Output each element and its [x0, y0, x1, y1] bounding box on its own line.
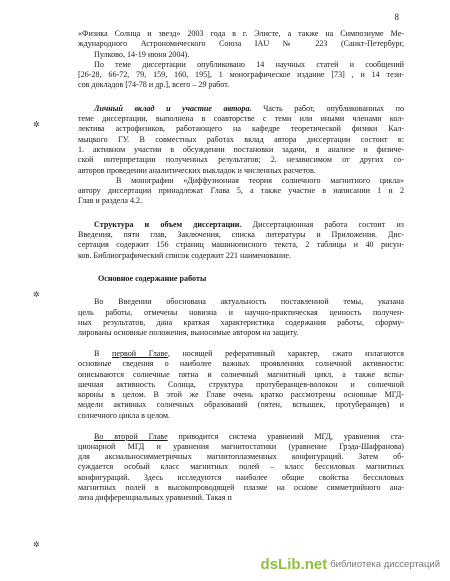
text-line: «Физика Солнца и звезд» 2003 года в г. Элисте, а также на Симпозиуме Ме-	[78, 29, 404, 38]
text-line: короны в целом. В этой же Главе очень кратко рассмотрены основные МГД-	[78, 390, 404, 400]
watermark	[261, 556, 440, 573]
chapter-one-link[interactable]: первой Главе	[112, 348, 168, 358]
text-line: ской интерпретации полученных результатов; 2. независимом от других со-	[78, 155, 404, 165]
text-line: Структура и объем диссертации. Диссертационная работа состоит из	[94, 219, 404, 229]
document-body	[78, 29, 404, 504]
text-line: шечная активность Солнца, структура протуберанцев-волокон и солнечной	[78, 379, 404, 389]
paragraph-structure	[78, 220, 404, 261]
text-line: мыцкого ГУ. В совместных работах вклад автора диссертации состоит в:	[78, 134, 404, 144]
text-line: Во второй Главе приводится система уравнений МГД, уравнения ста-	[94, 431, 404, 441]
text-line: ных результатов, дана краткая характеристика содержания работы, сформу-	[78, 317, 404, 327]
text-line: лированы основные положения, выносимые автором на защиту.	[78, 328, 299, 338]
text-line: цель работы, отмечены новизна и научно-практическая ценность получен-	[78, 307, 404, 317]
margin-mark: ✲	[33, 290, 40, 299]
text-line: ждународного Астрономического Союза IAU № 223 (Санкт-Петербург,	[78, 39, 404, 49]
paragraph-monograph	[78, 176, 404, 207]
text-line: солнечного цикла в целом.	[78, 410, 171, 420]
text-line: сов докладов [74-78 и др.], всего – 29 работ.	[78, 80, 230, 90]
text-line: Глав и раздела 4.2.	[78, 196, 143, 206]
text-line: В монографии «Диффузионная теория солнечного магнитного цикла»	[116, 175, 404, 185]
text-line: Личный вклад и участие автора. Часть работ, опубликованных по	[94, 103, 404, 113]
chapter-two-link[interactable]: Во второй Главе	[94, 431, 168, 441]
margin-mark: ✲	[33, 540, 40, 549]
page-number: 8	[394, 12, 399, 22]
paragraph-heading: Личный вклад и участие автора.	[94, 103, 252, 113]
watermark-caption: библиотека диссертаций	[330, 559, 440, 570]
text-line: суждается особый класс магнитных полей – класс бессиловых магнитных	[78, 462, 404, 472]
text-line: Введения, пяти глав, Заключения, списка литературы и Приложения. Дис-	[78, 230, 404, 240]
paragraph-publications	[78, 60, 404, 91]
text-line: По теме диссертации опубликовано 14 научных статей и сообщений	[94, 59, 404, 69]
text-line: 1. активном участии в обсуждении постановки задачи, в анализе и физиче-	[78, 144, 404, 154]
text-line: основные сведения о наиболее важных проявлениях солнечной активности:	[78, 359, 404, 369]
text-line: авторов проведении аналитических выкладок и численных расчетов.	[78, 165, 316, 175]
text-line: [26-28, 66-72, 79, 159, 160, 195], 1 монографическое издание [73] , и 14 тези-	[78, 70, 404, 80]
text-line: Пулково, 14-19 июня 2004).	[94, 49, 190, 59]
text-line: теме диссертации, выполнена в соавторстве с теми или иными членами кол-	[78, 114, 404, 124]
text-line: описываются солнечные пятна и солнечный магнитный цикл, а также вспы-	[78, 369, 404, 379]
paragraph-chapter-one	[78, 349, 404, 421]
text-line: лиза дифференциальных уравнений. Такая п	[78, 493, 232, 503]
paragraph-heading: Структура и объем диссертации.	[94, 219, 242, 229]
text-line: ционарной МГД и уравнения магнитостатики (уравнение Грэда-Шафранова)	[78, 441, 404, 451]
text-line: В первой Главе, носящей реферативный характер, сжато излагаются	[94, 348, 404, 358]
text-line: Во Введении обоснована актуальность поставленной темы, указана	[94, 297, 404, 307]
text-line: магнитных полей в высокопроводящей плазме на основе симметрийного ана-	[78, 482, 404, 492]
paragraph-personal-contribution	[78, 104, 404, 176]
text-line: конфигураций. Здесь исследуются наиболее общие свойства бессиловых	[78, 472, 404, 482]
margin-mark: ✲	[33, 120, 40, 129]
text-line: сертация содержит 156 страниц машинописного текста, 2 таблицы и 40 рисун-	[78, 240, 404, 250]
text-line: ков. Библиографический список содержит 221 наименование.	[78, 250, 291, 260]
text-line: модели активных солнечных образований (пятен, вспышек, протуберанцев) и	[78, 400, 404, 410]
paragraph-conferences	[78, 29, 404, 60]
paragraph-introduction	[78, 297, 404, 338]
text-line: лектива астрофизиков, работающего на кафедре теоретической физики Кал-	[78, 124, 404, 134]
text-line: автору диссертации принадлежат Глава 5, а также участие в написании 1 и 2	[78, 186, 404, 196]
watermark-logo: dsLib.net	[260, 556, 328, 573]
section-heading: Основное содержание работы	[98, 273, 207, 283]
paragraph-chapter-two	[78, 432, 404, 504]
text-line: для аксиальносимметричных магнитоплазменных конфигураций. Затем об-	[78, 452, 404, 462]
